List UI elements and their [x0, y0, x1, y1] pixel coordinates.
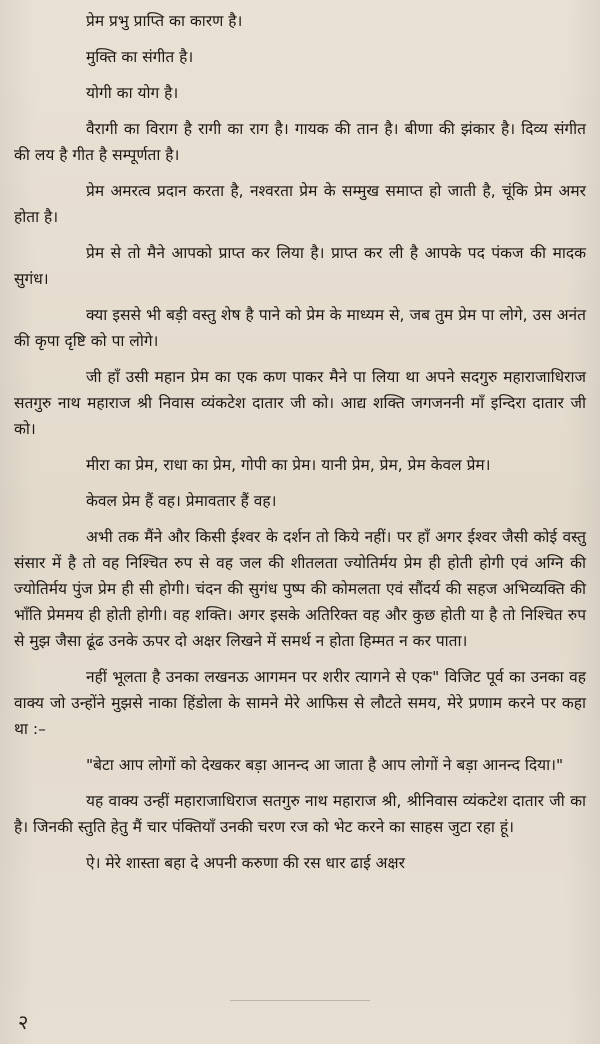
- page-body: [14, 8, 586, 886]
- paragraph: जी हाँ उसी महान प्रेम का एक कण पाकर मैने पा लिया था अपने सदगुरु महाराजाधिराज सतगुरु नाथ महाराज श्री निवास व्यंकटेश दातार जी को। आद्य शक्ति जगजननी माँ इन्दिरा दातार जी को।: [14, 368, 586, 438]
- paragraph: प्रेम प्रभु प्राप्ति का कारण है।: [86, 12, 243, 30]
- paragraph: अभी तक मैंने और किसी ईश्वर के दर्शन तो किये नहीं। पर हाँ अगर ईश्वर जैसी कोई वस्तु संसार में है तो वह निश्चित रुप से वह जल की शीतलता ज्योतिर्मय प्रेम ही होती होगी एवं अग्नि की ज्योतिर्मय पुंज प्रेम ही सी होगी। चंदन की सुगंध पुष्प की कोमलता एवं सौंदर्य की सहज अभिव्यक्ति की भाँति प्रेममय ही होती होगी। वह शक्ति। अगर इसके अतिरिक्त वह और कुछ होती या है तो निश्चित रुप से मुझ जैसा ढूंढ उनके ऊपर दो अक्षर लिखने में समर्थ न होता हिम्मत न कर पाता।: [14, 528, 586, 650]
- paragraph: क्या इससे भी बड़ी वस्तु शेष है पाने को प्रेम के माध्यम से, जब तुम प्रेम पा लोगे, उस अनंत की कृपा दृष्टि को पा लोगे।: [14, 306, 586, 350]
- paragraph: मीरा का प्रेम, राधा का प्रेम, गोपी का प्रेम। यानी प्रेम, प्रेम, प्रेम केवल प्रेम।: [86, 456, 491, 474]
- paragraph: नहीं भूलता है उनका लखनऊ आगमन पर शरीर त्यागने से एक" विजिट पूर्व का उनका वह वाक्य जो उन्होंने मुझसे नाका हिंडोला के सामने मेरे आफिस से लौटते समय, मेरे प्रणाम करने पर कहा था :–: [14, 668, 586, 738]
- paragraph: प्रेम अमरत्व प्रदान करता है, नश्वरता प्रेम के सम्मुख समाप्त हो जाती है, चूंकि प्रेम अमर होता है।: [14, 182, 586, 226]
- paragraph: केवल प्रेम हैं वह। प्रेमावतार हैं वह।: [86, 492, 277, 510]
- faint-rule: [230, 1000, 370, 1001]
- quotation: "बेटा आप लोगों को देखकर बड़ा आनन्द आ जाता है आप लोगों ने बड़ा आनन्द दिया।": [86, 756, 564, 774]
- paragraph: मुक्ति का संगीत है।: [86, 48, 194, 66]
- paragraph: ऐ। मेरे शास्ता बहा दे अपनी करुणा की रस धार ढाई अक्षर: [86, 854, 405, 872]
- paragraph: योगी का योग है।: [86, 84, 179, 102]
- page-number: २: [18, 1010, 29, 1034]
- paragraph: प्रेम से तो मैने आपको प्राप्त कर लिया है। प्राप्त कर ली है आपके पद पंकज की मादक सुगंध।: [14, 244, 586, 288]
- paragraph: यह वाक्य उन्हीं महाराजाधिराज सतगुरु नाथ महाराज श्री, श्रीनिवास व्यंकटेश दातार जी का है। जिनकी स्तुति हेतु मैं चार पंक्तियाँ उनकी चरण रज को भेट करने का साहस जुटा रहा हूं।: [14, 792, 586, 836]
- paragraph: वैरागी का विराग है रागी का राग है। गायक की तान है। बीणा की झंकार है। दिव्य संगीत की लय है गीत है सम्पूर्णता है।: [14, 120, 586, 164]
